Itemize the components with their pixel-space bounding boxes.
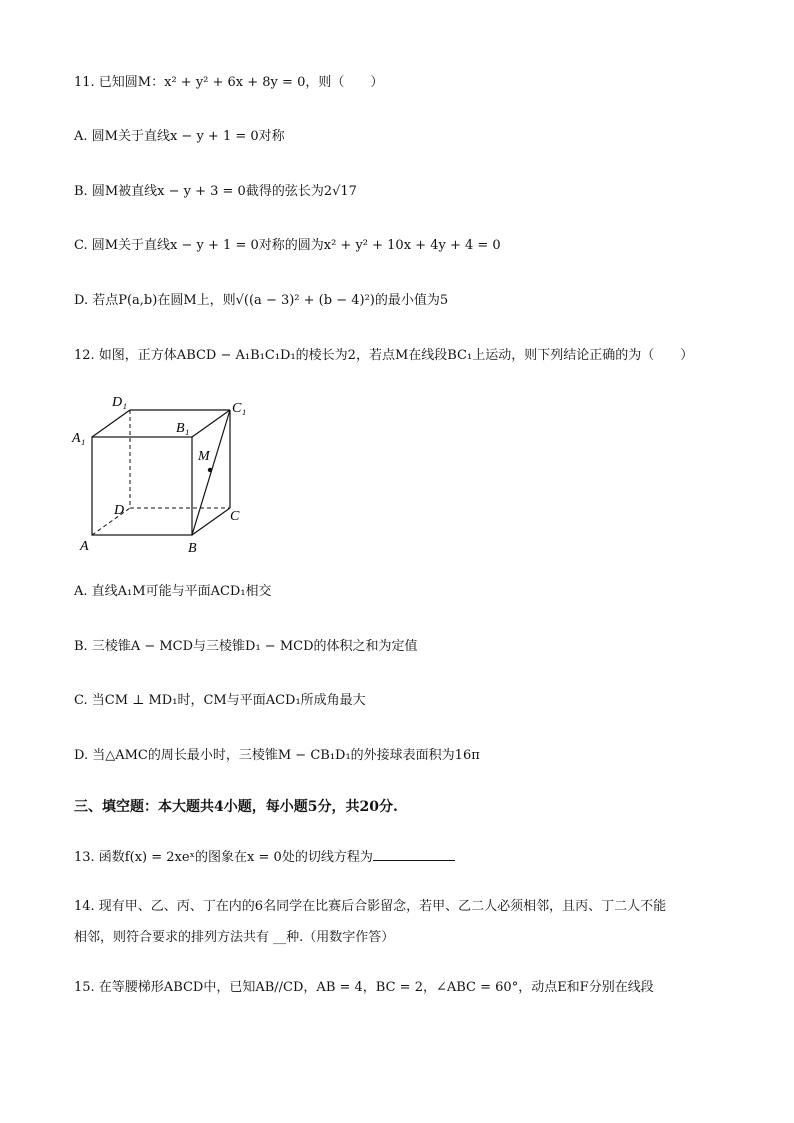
label-B: B <box>188 541 197 556</box>
label-B1: B₁ <box>176 421 190 436</box>
q12-option-a: A. 直线A₁M可能与平面ACD₁相交 <box>74 584 272 599</box>
q11-option-c: C. 圆M关于直线x − y + 1 = 0对称的圆为x² + y² + 10x + 4y + 4 = 0 <box>74 238 501 253</box>
label-D: D <box>114 503 125 518</box>
q15-text: 15. 在等腰梯形ABCD中，已知AB//CD，AB = 4，BC = 2，∠ABC = 60°，动点E和F分别在线段 <box>74 980 654 995</box>
q12-option-d: D. 当△AMC的周长最小时，三棱锥M − CB₁D₁的外接球表面积为16π <box>74 748 480 763</box>
q14-line1: 14. 现有甲、乙、丙、丁在内的6名同学在比赛后合影留念，若甲、乙二人必须相邻，且丙、丁二人不能 <box>74 899 667 914</box>
q13-answer-blank <box>373 848 455 861</box>
q14-line2: 相邻，则符合要求的排列方法共有 __种.（用数字作答） <box>74 930 395 945</box>
q13-text: 13. 函数f(x) = 2xeˣ的图象在x = 0处的切线方程为 <box>74 850 373 865</box>
q11-stem: 11. 已知圆M：x² + y² + 6x + 8y = 0，则（ ） <box>74 75 384 90</box>
q11-option-b: B. 圆M被直线x − y + 3 = 0截得的弦长为2√17 <box>74 184 357 199</box>
section-3-title: 三、填空题：本大题共4小题，每小题5分，共20分. <box>74 799 398 815</box>
segment-BC1 <box>192 410 230 535</box>
point-M <box>208 468 212 472</box>
q12-option-b: B. 三棱锥A − MCD与三棱锥D₁ − MCD的体积之和为定值 <box>74 639 418 654</box>
edge-AD-hidden <box>92 508 130 535</box>
edge-BC <box>192 508 230 535</box>
cube-figure <box>70 390 250 560</box>
label-A1: A₁ <box>72 431 86 446</box>
label-D1: D₁ <box>112 395 127 410</box>
q11-option-a: A. 圆M关于直线x − y + 1 = 0对称 <box>74 129 285 144</box>
edge-A1D1 <box>92 410 130 437</box>
front-face <box>92 437 192 535</box>
label-C: C <box>230 509 240 524</box>
q11-option-d: D. 若点P(a,b)在圆M上，则√((a − 3)² + (b − 4)²)的最小值为5 <box>74 293 449 308</box>
q12-option-c: C. 当CM ⊥ MD₁时，CM与平面ACD₁所成角最大 <box>74 693 366 708</box>
label-A: A <box>80 539 89 554</box>
edge-B1C1 <box>192 410 230 437</box>
label-M: M <box>198 449 210 464</box>
q12-stem: 12. 如图，正方体ABCD − A₁B₁C₁D₁的棱长为2，若点M在线段BC₁上运动，则下列结论正确的为（ ） <box>74 348 694 363</box>
q13-text-row <box>74 848 455 867</box>
label-C1: C₁ <box>232 401 247 416</box>
